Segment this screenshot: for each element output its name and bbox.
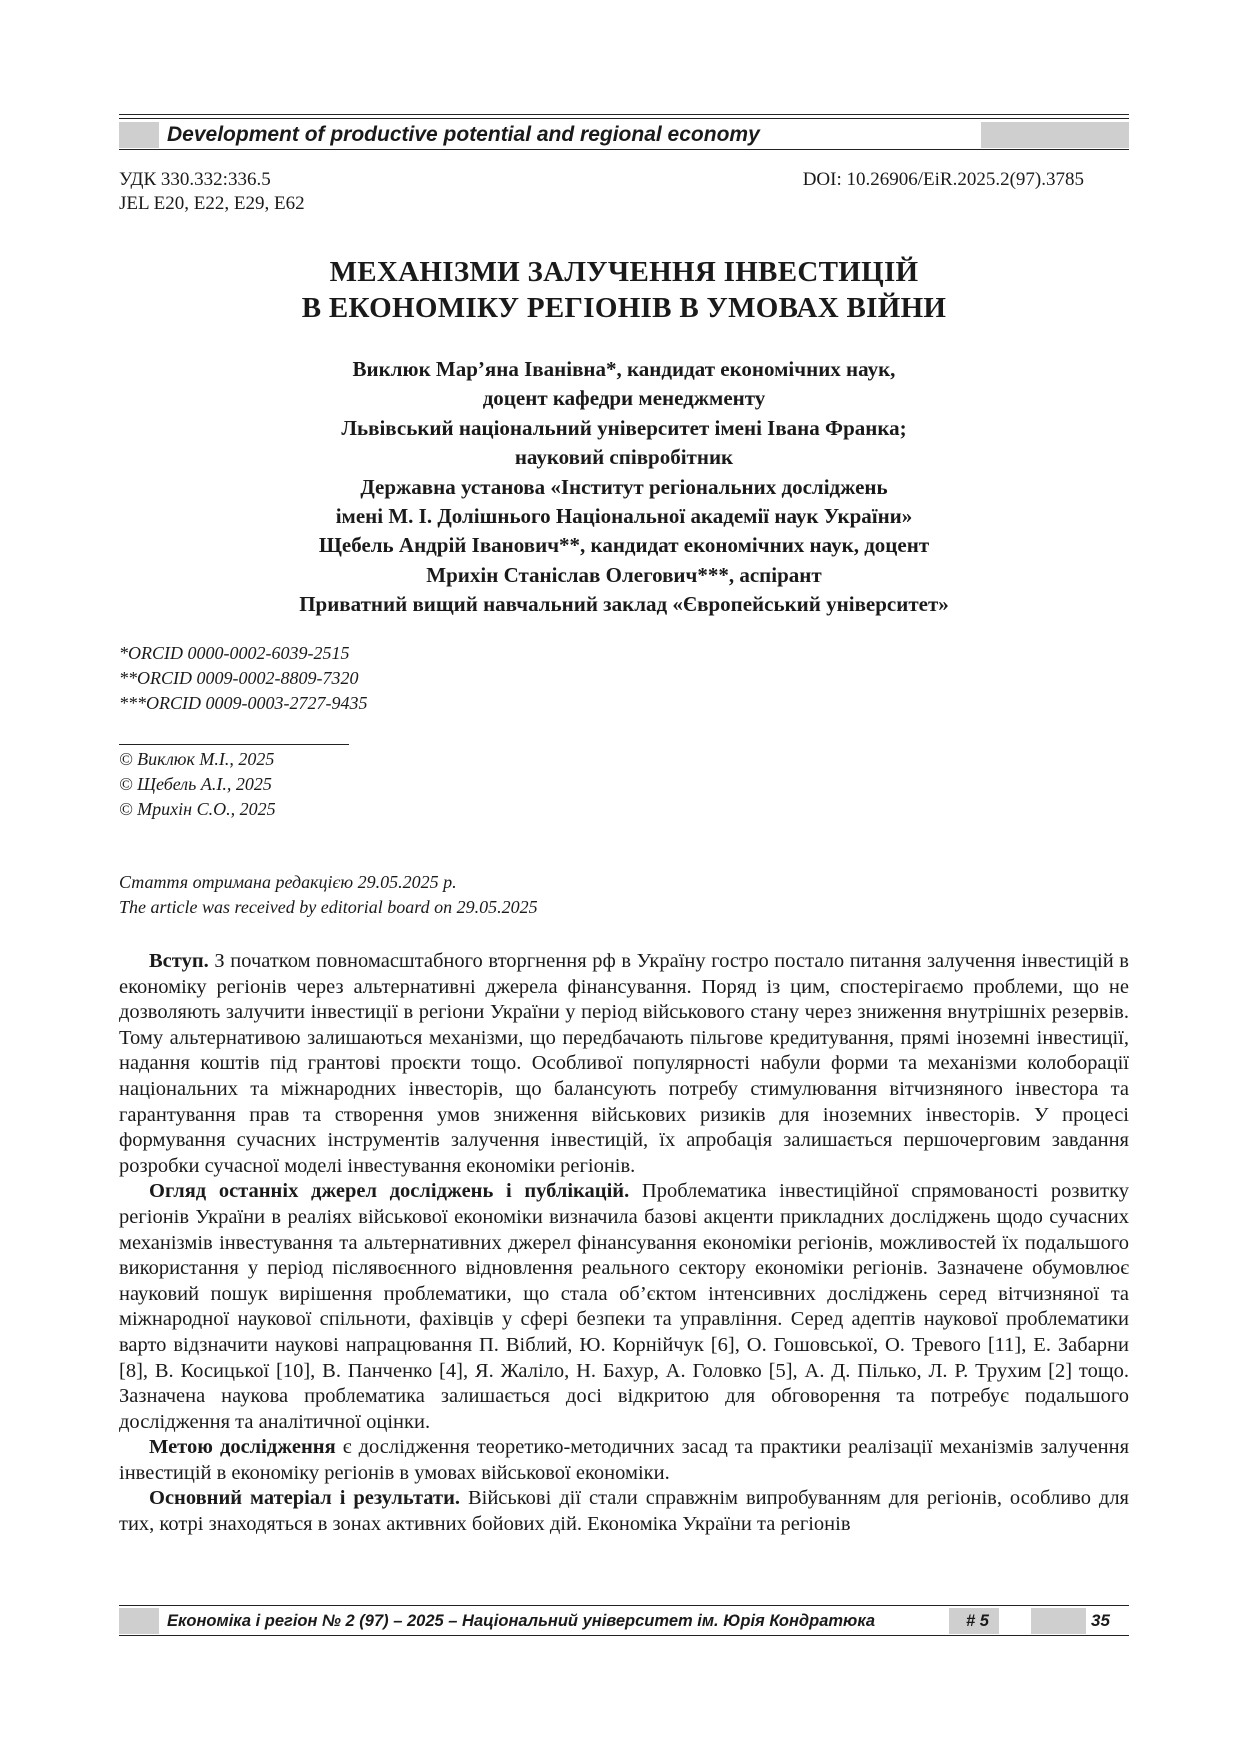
paragraph-introduction <box>119 949 1129 1179</box>
article-title-line: В ЕКОНОМІКУ РЕГІОНІВ В УМОВАХ ВІЙНИ <box>301 292 947 324</box>
received-note <box>119 870 538 920</box>
article-title-line: МЕХАНІЗМИ ЗАЛУЧЕННЯ ІНВЕСТИЦІЙ <box>329 256 919 288</box>
paragraph-text: є дослідження теоретико-методичних засад та практики реалізації механізмів залучення інвестицій в економіку регіонів в умовах військової економіки. <box>119 1436 1129 1484</box>
running-footer <box>119 1608 1129 1634</box>
paragraph-text: Проблематика інвестиційної спрямованості розвитку регіонів України в реаліях військової економіки визначила базові акценти прикладних досліджень щодо сучасних механізмів інвестування та альтернативних джерел фінансування економіки регіонів, можливостей їх подальшого використання у період післявоєнного відновлення реального сектору економіки регіонів. Зазначене обумовлює науковий пошук вирішення проблематики, що стала об’єктом інтенсивних досліджень серед вітчизняної та міжнародної наукової спільноти, фахівців у сфері безпеки та управління. Серед адептів наукової проблематики варто відзначити наукові напрацювання П. Віблий, Ю. Корнійчук [6], О. Гошовської, О. Тревого [11], Е. Забарни [8], В. Косицької [10], В. Панченко [4], Я. Жаліло, Н. Бахур, А. Головко [5], А. Д. Пілько, Л. Р. Трухим [2] тощо. Зазначена наукова проблематика залишається досі відкритою для обговорення та потребує подальшого дослідження та аналітичної оцінки. <box>119 1180 1129 1433</box>
page-number: 35 <box>1091 1611 1110 1630</box>
paragraph-literature-review <box>119 1179 1129 1435</box>
author-line: Львівський національний університет імені Івана Франка; <box>341 415 907 440</box>
paragraph-lead: Вступ. <box>149 950 209 972</box>
issue-number: # 5 <box>966 1612 989 1630</box>
classification-codes <box>119 168 305 216</box>
orcid-list <box>119 641 367 716</box>
paragraph-lead: Огляд останніх джерел досліджень і публікацій. <box>149 1180 630 1203</box>
paragraph-main-results <box>119 1486 1129 1537</box>
copyright-item: © Щебель А.І., 2025 <box>119 774 272 794</box>
paragraph-text: Військові дії стали справжнім випробуванням для регіонів, особливо для тих, котрі знаходяться в зонах активних бойових дій. Економіка України та регіонів <box>119 1487 1129 1536</box>
authors-block <box>119 355 1129 620</box>
header-rule-top-inner <box>119 118 1129 119</box>
author-line: імені М. І. Долішнього Національної академії наук України» <box>335 504 913 529</box>
article-title <box>119 254 1129 326</box>
jel-codes: JEL E20, E22, E29, E62 <box>119 193 305 214</box>
author-line: науковий співробітник <box>514 445 734 470</box>
paragraph-research-goal <box>119 1435 1129 1486</box>
footnote-divider <box>119 744 349 745</box>
header-rule-top <box>119 114 1129 115</box>
paragraph-lead: Метою дослідження <box>149 1436 336 1459</box>
running-header <box>119 122 1129 148</box>
journal-citation: Економіка і регіон № 2 (97) – 2025 – Національний університет ім. Юрія Кондратюка <box>167 1612 876 1630</box>
orcid-item: *ORCID 0000-0002-6039-2515 <box>119 643 350 663</box>
copyright-list <box>119 747 276 822</box>
received-uk: Стаття отримана редакцією 29.05.2025 р. <box>119 872 457 892</box>
orcid-item: ***ORCID 0009-0003-2727-9435 <box>119 693 368 713</box>
article-body <box>119 949 1129 1538</box>
author-line: Виклюк Мар’яна Іванівна*, кандидат економічних наук, <box>352 357 896 381</box>
doi: DOI: 10.26906/EiR.2025.2(97).3785 <box>802 169 1084 190</box>
paragraph-lead: Основний матеріал і результати. <box>149 1487 461 1510</box>
received-en: The article was received by editorial board on 29.05.2025 <box>119 897 538 917</box>
footer-rule-top <box>119 1605 1129 1606</box>
orcid-item: **ORCID 0009-0002-8809-7320 <box>119 668 359 688</box>
author-line: Мрихін Станіслав Олегович***, аспірант <box>426 562 822 587</box>
author-line: доцент кафедри менеджменту <box>482 386 766 411</box>
author-line: Щебель Андрій Іванович**, кандидат економічних наук, доцент <box>318 533 930 558</box>
udc-code: УДК 330.332:336.5 <box>119 169 271 190</box>
header-rule-bottom <box>119 149 1129 150</box>
author-line: Державна установа «Інститут регіональних досліджень <box>360 474 888 499</box>
copyright-item: © Мрихін С.О., 2025 <box>119 799 276 819</box>
copyright-item: © Виклюк М.І., 2025 <box>119 749 275 769</box>
paragraph-text: З початком повномасштабного вторгнення рф в Україну гостро постало питання залучення інвестицій в економіку регіонів через альтернативні джерела фінансування. Поряд із цим, спостерігаємо проблеми, що не дозволяють залучити інвестиції в регіони України у період військового стану через зниження внутрішніх резервів. Тому альтернативою залишаються механізми, що передбачають пільгове кредитування, прямі іноземні інвестиції, надання коштів під грантові проєкти тощо. Особливої популярності набули форми та механізми колоборації національних та міжнародних інвесторів, що балансують потребу стимулювання вітчизняного інвестора та гарантування прав та створення умов зниження військових ризиків для іноземних інвесторів. У процесі формування сучасних інструментів залучення інвестицій, їх апробація залишається першочерговим завдання розробки сучасної моделі інвестування економіки регіонів. <box>119 950 1129 1177</box>
author-line: Приватний вищий навчальний заклад «Європейський університет» <box>299 592 949 617</box>
section-title: Development of productive potential and regional economy <box>167 123 760 146</box>
footer-rule-bottom <box>119 1635 1129 1636</box>
